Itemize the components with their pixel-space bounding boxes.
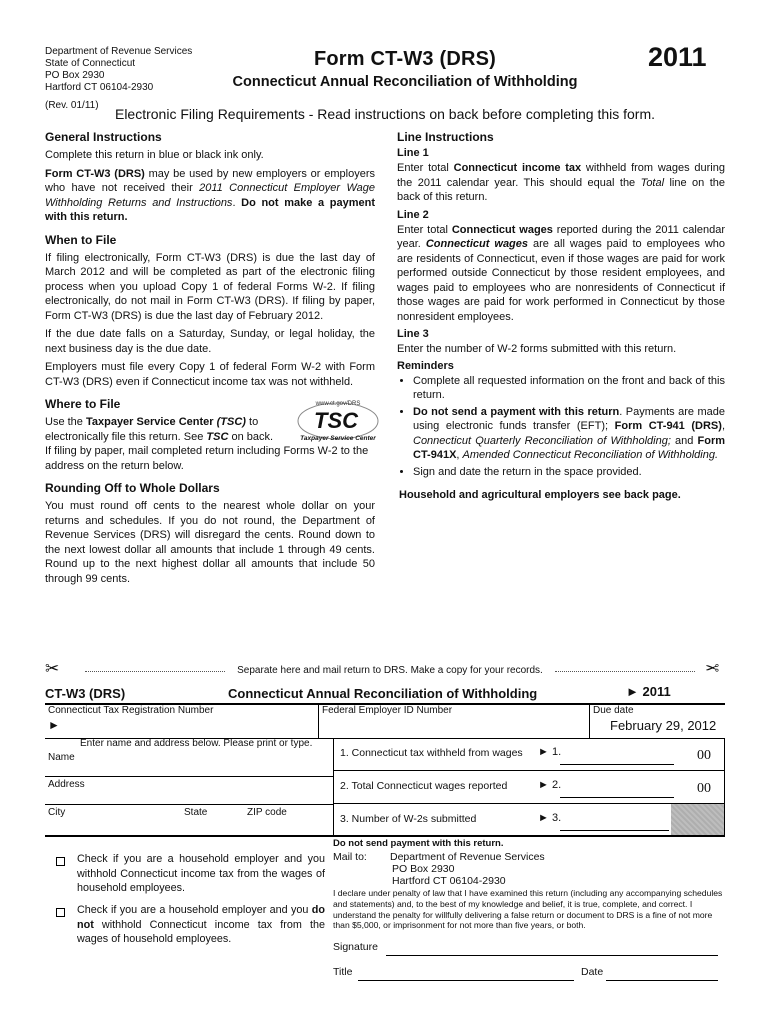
line3-count-input[interactable] <box>560 812 669 831</box>
when-p2: If the due date falls on a Saturday, Sunday, or legal holiday, the next business day is the due date. <box>45 328 375 355</box>
scissors-icon: ✂ <box>45 659 60 678</box>
return-form-title: Connecticut Annual Reconciliation of Withholding <box>228 686 538 701</box>
return-year-value: 2011 <box>642 684 671 699</box>
no-payment-note: Do not make a payment with this return. <box>45 196 375 223</box>
reminders-heading: Reminders <box>397 359 454 372</box>
text: withheld from wages during the 2011 calendar year. This should equal the <box>397 162 725 189</box>
signature-label: Signature <box>333 941 378 953</box>
rule <box>45 804 333 805</box>
when-to-file-heading: When to File <box>45 232 117 247</box>
line1-cents: 00 <box>697 748 711 763</box>
reg-number-input[interactable] <box>64 718 313 736</box>
household-no-withhold-checkbox[interactable] <box>56 904 65 922</box>
logo-url: www.ct.gov/DRS <box>315 401 361 407</box>
due-date-value: February 29, 2012 <box>610 718 717 733</box>
line1-number: ► 1. <box>538 746 562 758</box>
term: Total <box>640 176 665 189</box>
left-column <box>45 130 375 586</box>
text: to electronically file this return. See <box>45 416 259 443</box>
line3-label: 3. Number of W-2s submitted <box>340 813 477 825</box>
line2-heading: Line 2 <box>397 208 429 221</box>
agency-line: State of Connecticut <box>45 58 136 69</box>
line3-text: Enter the number of W-2 forms submitted with this return. <box>397 343 677 355</box>
line-number: 1. <box>551 746 562 758</box>
dotted-rule <box>555 671 695 672</box>
mail-line: Department of Revenue Services <box>390 851 545 863</box>
no-payment-note: Do not send payment with this return. <box>333 838 504 849</box>
separator-text: Separate here and mail return to DRS. Make a copy for your records. <box>237 665 543 676</box>
rule <box>333 803 725 804</box>
text: Check if you are a household employer and you <box>77 904 312 916</box>
text: Use the <box>45 416 86 428</box>
rule <box>333 770 725 771</box>
text: on back. <box>228 430 274 443</box>
text: , <box>456 449 463 461</box>
tsc-abbrev: TSC <box>206 430 229 443</box>
rounding-p1: You must round off cents to the nearest whole dollar on your returns and schedules. If you do not round, the Department of Revenue Services (DRS) will disregard the cents. Round down to the next lowest dollar all amounts that include 1 through 49 cents. Round up to the next highest dollar all amounts that include 50 through 99 cents. <box>45 500 375 585</box>
line-instructions-heading: Line Instructions <box>397 130 494 144</box>
line-number: 2. <box>551 779 562 791</box>
line2-text <box>397 223 725 325</box>
term: Connecticut wages <box>451 223 553 236</box>
line1-text <box>397 161 725 205</box>
term: Connecticut Quarterly Reconciliation of Withholding; <box>413 434 671 447</box>
agency-line: PO Box 2930 <box>45 70 105 81</box>
mail-line: PO Box 2930 <box>392 863 455 875</box>
text: are all wages paid to employees who are residents of Connecticut, even if those wages are paid for work performed outside Connecticut by those resident employees, and wages paid to employees who are nonresidents of Connecticut if those wages are paid for work performed in Connecticut by those nonresident employees. <box>397 238 725 323</box>
right-column <box>397 130 725 501</box>
reg-number-label: Connecticut Tax Registration Number <box>48 705 214 716</box>
divider <box>318 704 319 738</box>
text: and <box>670 434 698 447</box>
form-subtitle: Connecticut Annual Reconciliation of Withholding <box>232 74 578 90</box>
line1-heading: Line 1 <box>397 147 429 159</box>
mail-line: Hartford CT 06104-2930 <box>392 875 506 887</box>
rule <box>45 776 333 777</box>
when-p3: Employers must file every Copy 1 of federal Form W-2 with Form CT-W3 (DRS) even if Connecticut income tax was not withheld. <box>45 361 375 388</box>
form-title: Form CT-W3 (DRS) <box>313 48 497 70</box>
term: Form CT-941X <box>413 434 726 461</box>
line3-heading: Line 3 <box>397 328 429 340</box>
household-no-withhold-label <box>77 903 325 947</box>
agency-line: Hartford CT 06104-2930 <box>45 82 154 93</box>
term: Do not send a payment with this return <box>413 405 620 418</box>
city-label: City <box>48 807 66 818</box>
general-instructions-heading: General Instructions <box>45 130 162 144</box>
text: line on the back of this return. <box>397 176 725 203</box>
agency-line: Department of Revenue Services <box>45 46 193 57</box>
logo-subtitle: Taxpayer Service Center <box>300 435 376 442</box>
logo-text: TSC <box>314 408 358 433</box>
list-item <box>413 405 725 463</box>
state-label: State <box>184 807 208 818</box>
household-note: Household and agricultural employers see back page. <box>399 489 681 501</box>
divider <box>333 738 334 836</box>
mail-to-label: Mail to: <box>333 851 367 863</box>
text: reported during the 2011 calendar year. <box>397 223 725 250</box>
separator <box>45 659 725 679</box>
dotted-rule <box>85 671 225 672</box>
line1-label: 1. Connecticut tax withheld from wages <box>340 747 523 759</box>
line3-number: ► 3. <box>538 812 562 824</box>
mail-address <box>390 851 545 887</box>
return-year: ► 2011 <box>626 684 671 699</box>
household-withhold-checkbox[interactable] <box>56 853 65 871</box>
text: . <box>232 196 242 209</box>
date-label: Date <box>581 966 604 978</box>
line2-label: 2. Total Connecticut wages reported <box>340 780 508 792</box>
date-input[interactable] <box>606 964 718 981</box>
title-label: Title <box>333 966 353 978</box>
where-p1 <box>45 415 285 444</box>
term: Connecticut wages <box>425 238 529 250</box>
shaded-box <box>671 804 724 835</box>
term: Connecticut income tax <box>453 162 582 174</box>
tsc-name: Taxpayer Service Center <box>85 416 214 428</box>
checkbox-square[interactable] <box>56 908 65 917</box>
list-item: • Complete all requested information on the front and back of this return. <box>413 374 725 403</box>
city-input[interactable] <box>48 820 177 836</box>
scissors-icon: ✂ <box>705 659 720 678</box>
zip-label: ZIP code <box>247 807 287 818</box>
when-p1: If filing electronically, Form CT-W3 (DRS) is due the last day of March 2012 and will be completed as part of the electronic filing process when you upload Copy 1 of federal Forms W-2. If filing electronically, do not mail in Form CT-W3 (DRS). If filing by paper, Form CT-W3 (DRS) is due the last day of February 2012. <box>45 251 375 322</box>
address-label: Address <box>48 779 85 790</box>
publication-title: 2011 Connecticut Employer Wage Withholding Returns and Instructions <box>45 182 375 209</box>
tsc-abbrev: (TSC) <box>213 416 246 428</box>
state-input[interactable] <box>184 820 243 836</box>
line2-cents: 00 <box>697 781 711 796</box>
where-p2: If filing by paper, mail completed return including Forms W-2 to the address on the return below. <box>45 445 369 472</box>
checkbox-square[interactable] <box>56 857 65 866</box>
rule <box>45 835 725 837</box>
text: withhold Connecticut income tax from the wages of household employees. <box>77 918 325 945</box>
general-p2 <box>45 167 375 225</box>
title-input[interactable] <box>358 964 574 981</box>
name-instructions: Enter name and address below. Please print or type. <box>80 738 313 749</box>
rounding-heading: Rounding Off to Whole Dollars <box>45 481 220 495</box>
text: Enter total <box>397 162 454 174</box>
emphasis: do not <box>77 904 325 931</box>
fein-input[interactable] <box>322 718 586 736</box>
fein-label: Federal Employer ID Number <box>322 705 453 716</box>
text: , <box>721 420 725 432</box>
where-section <box>45 397 375 473</box>
efile-notice: Electronic Filing Requirements - Read instructions on back before completing this form. <box>114 106 656 122</box>
term: Form CT-941 (DRS) <box>614 420 722 432</box>
tsc-logo <box>293 391 383 447</box>
return-form-id: CT-W3 (DRS) <box>45 686 126 701</box>
list-item: • Sign and date the return in the space provided. <box>413 465 725 480</box>
text: may be used by new employers or employers who have not received their <box>45 167 375 194</box>
text: Enter total <box>397 223 452 236</box>
tax-year: 2011 <box>648 42 707 72</box>
term: Amended Connecticut Reconciliation of Withholding. <box>462 449 719 461</box>
divider <box>724 738 725 836</box>
household-withhold-label: Check if you are a household employer and you withhold Connecticut income tax from the wages of household employees. <box>77 853 325 894</box>
line1-amount-input[interactable] <box>560 746 674 765</box>
signature-input[interactable] <box>386 939 718 956</box>
declaration: I declare under penalty of law that I have examined this return (including any accompanying schedules and statements) and, to the best of my knowledge and belief, it is true, complete, and correct. I understand the penalty for willfully delivering a false return or document to DRS is a fine of not more than $5,000, or imprisonment for not more than five years, or both. <box>333 888 723 931</box>
reminders-list <box>397 374 725 480</box>
general-p1: Complete this return in blue or black ink only. <box>45 149 264 161</box>
tsc-logo-graphic <box>293 391 383 447</box>
due-date-label: Due date <box>593 705 634 716</box>
form-name-bold: Form CT-W3 (DRS) <box>45 167 145 180</box>
divider <box>589 704 590 738</box>
where-to-file-heading: Where to File <box>45 397 121 411</box>
revision-date: (Rev. 01/11) <box>45 100 99 111</box>
arrow-icon: ► <box>48 718 60 732</box>
name-label: Name <box>48 752 75 763</box>
line-number: 3. <box>551 812 562 824</box>
text: . Payments are made using electronic funds transfer (EFT); <box>413 405 725 432</box>
zip-input[interactable] <box>247 820 331 836</box>
agency-block <box>45 46 215 112</box>
line2-amount-input[interactable] <box>560 779 674 798</box>
line2-number: ► 2. <box>538 779 562 791</box>
